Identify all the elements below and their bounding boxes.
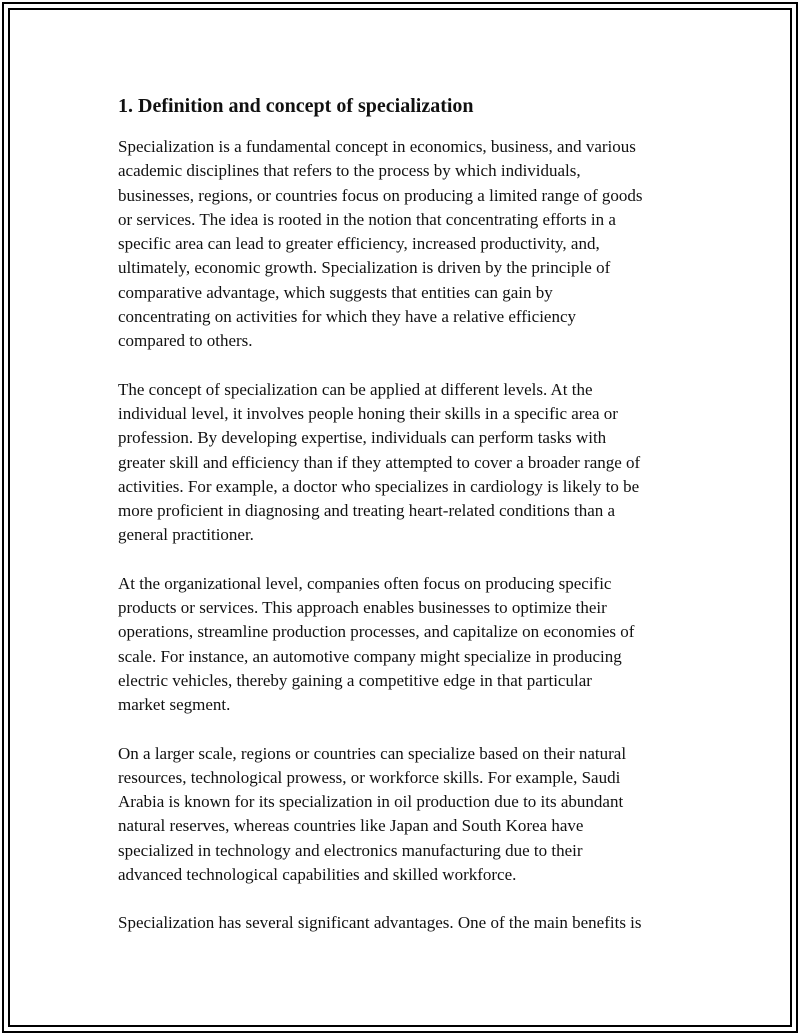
document-body [118,92,698,936]
paragraph-1: Specialization is a fundamental concept in economics, business, and various academic disciplines that refers to the process by which individuals, businesses, regions, or countries focus on producing a limited range of goods or services. The idea is rooted in the notion that concentrating efforts in a specific area can lead to greater efficiency, increased productivity, and, ultimately, economic growth. Specialization is driven by the principle of comparative advantage, which suggests that entities can gain by concentrating on activities for which they have a relative efficiency compared to others. [118,137,643,351]
paragraph-3: At the organizational level, companies often focus on producing specific products or services. This approach enables businesses to optimize their operations, streamline production processes, and capitalize on economies of scale. For instance, an automotive company might specialize in producing electric vehicles, thereby gaining a competitive edge in that particular market segment. [118,573,635,715]
paragraph-5: Specialization has several significant advantages. One of the main benefits is [118,913,642,933]
paragraph-4: On a larger scale, regions or countries can specialize based on their natural resources, technological prowess, or workforce skills. For example, Saudi Arabia is known for its specialization in oil production due to its abundant natural reserves, whereas countries like Japan and South Korea have specialized in technology and electronics manufacturing due to their advanced technological capabilities and skilled workforce. [118,743,627,885]
paragraph-2: The concept of specialization can be applied at different levels. At the individual level, it involves people honing their skills in a specific area or profession. By developing expertise, individuals can perform tasks with greater skill and efficiency than if they attempted to cover a broader range of activities. For example, a doctor who specializes in cardiology is likely to be more proficient in diagnosing and treating heart-related conditions than a general practitioner. [118,379,641,545]
section-heading: 1. Definition and concept of specialization [118,95,474,117]
